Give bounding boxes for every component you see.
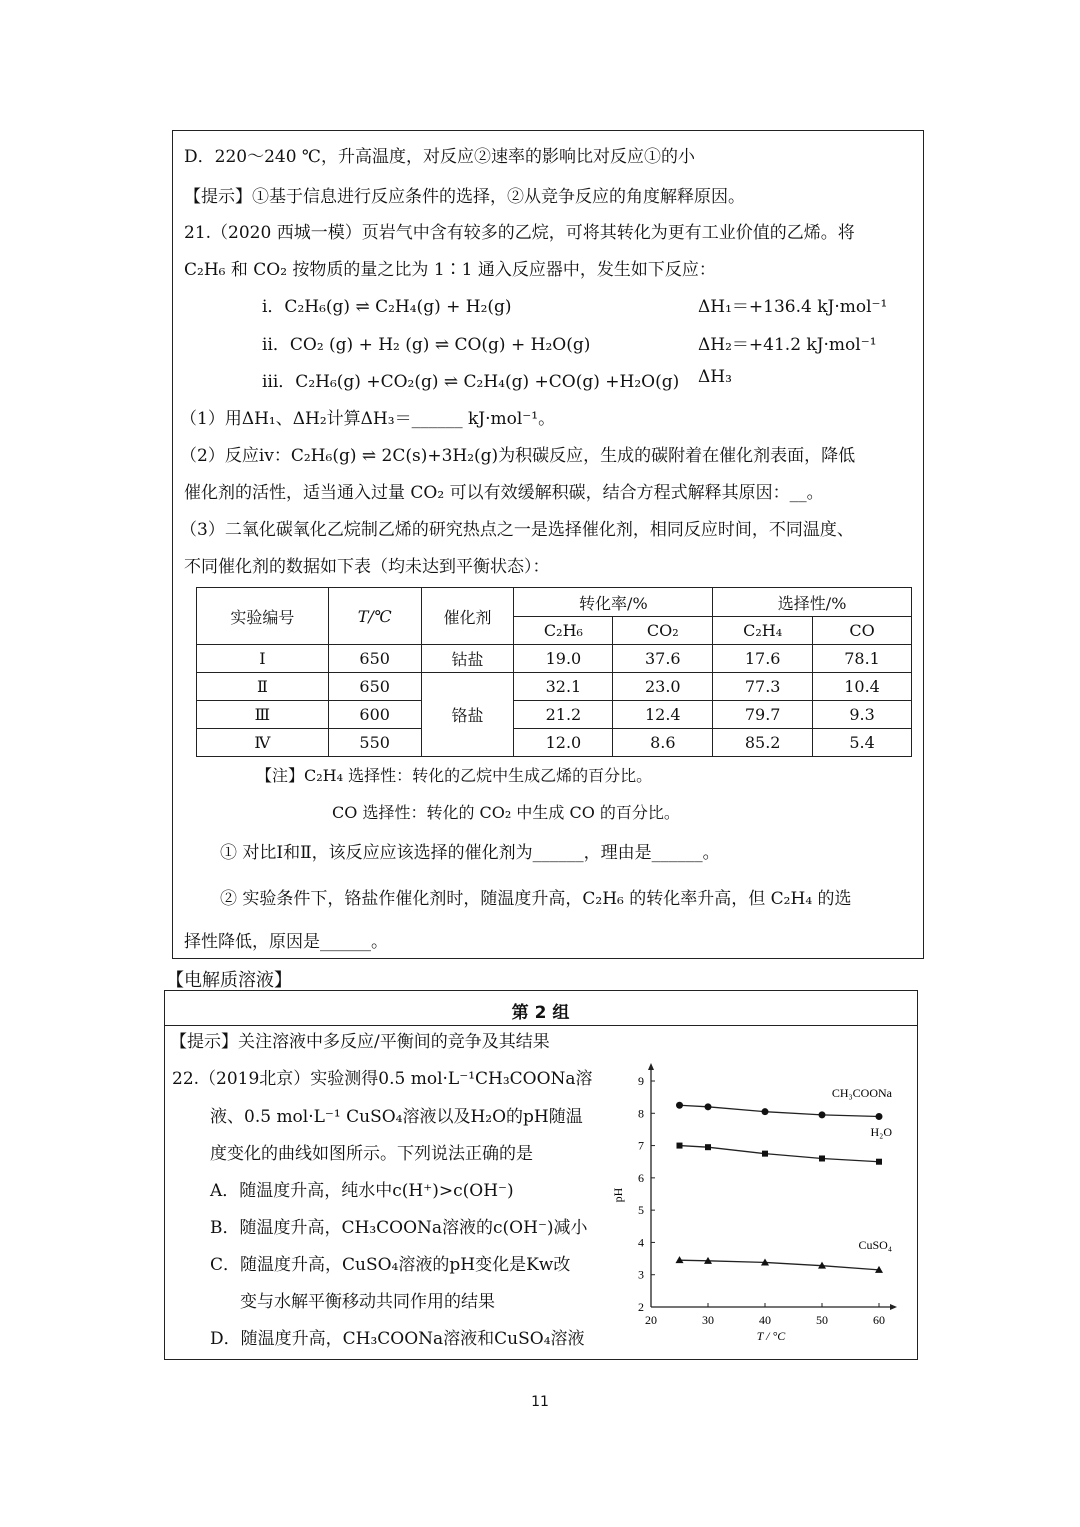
x-tick-label: 20 <box>645 1313 657 1327</box>
series-label: CH₃COONa <box>831 1086 892 1101</box>
reaction-2: ⅱ．CO₂ (g) + H₂ (g) ⇌ CO(g) + H₂O(g) <box>262 335 591 355</box>
option-c-cont: 变与水解平衡移动共同作用的结果 <box>240 1292 495 1312</box>
x-tick-label: 60 <box>873 1313 885 1327</box>
x-tick-label: 30 <box>702 1313 714 1327</box>
series-label: CuSO₄ <box>858 1237 892 1252</box>
part-2-cont: 催化剂的活性，适当通入过量 CO₂ 可以有效缓解积碳，结合方程式解释其原因：__。 <box>184 483 824 503</box>
question-21-text-2: C₂H₆ 和 CO₂ 按物质的量之比为 1∶1 通入反应器中，发生如下反应： <box>184 260 716 280</box>
y-tick-label: 8 <box>638 1106 644 1121</box>
cell: 78.1 <box>813 645 912 673</box>
y-tick-label: 6 <box>638 1170 644 1185</box>
option-b: B．随温度升高，CH₃COONa溶液的c(OH⁻)减小 <box>210 1218 588 1238</box>
y-tick-label: 5 <box>638 1203 644 1218</box>
y-tick-label: 3 <box>638 1267 644 1282</box>
cell: 550 <box>328 729 421 757</box>
data-table <box>196 587 912 757</box>
y-tick-label: 9 <box>638 1074 644 1088</box>
cell: 17.6 <box>713 645 813 673</box>
y-tick-label: 2 <box>638 1300 644 1314</box>
reaction-1: ⅰ．C₂H₆(g) ⇌ C₂H₄(g) + H₂(g) <box>262 297 512 317</box>
data-point <box>819 1155 825 1161</box>
question-21-text: 21.（2020 西城一模）页岩气中含有较多的乙烷，可将其转化为更有工业价值的乙烯。将 <box>184 223 855 243</box>
cell: Ⅲ <box>197 701 329 729</box>
cell: 5.4 <box>813 729 912 757</box>
x-tick-label: 40 <box>759 1313 771 1327</box>
data-point <box>876 1159 882 1165</box>
cell: 9.3 <box>813 701 912 729</box>
cell: 85.2 <box>713 729 813 757</box>
cell: 12.0 <box>514 729 613 757</box>
header-temp: T/℃ <box>328 588 421 645</box>
y-tick-label: 7 <box>638 1138 644 1153</box>
cell: 600 <box>328 701 421 729</box>
data-point <box>819 1111 826 1118</box>
page-number: 11 <box>531 1394 549 1410</box>
hint-2: 【提示】关注溶液中多反应/平衡间的竞争及其结果 <box>170 1032 550 1052</box>
subheader: C₂H₄ <box>713 617 813 645</box>
subquestion-2-cont: 择性降低，原因是______。 <box>184 932 388 952</box>
cell: 23.0 <box>613 673 713 701</box>
cell: 650 <box>328 645 421 673</box>
data-point <box>705 1103 712 1110</box>
table-row <box>197 673 912 701</box>
data-point <box>762 1108 769 1115</box>
cell: 37.6 <box>613 645 713 673</box>
cell: 8.6 <box>613 729 713 757</box>
x-axis-arrow <box>890 1304 897 1310</box>
x-tick-label: 50 <box>816 1313 828 1327</box>
data-point <box>677 1143 683 1149</box>
data-point <box>876 1113 883 1120</box>
data-point <box>762 1151 768 1157</box>
reaction-3-dh: ΔH₃ <box>698 367 732 387</box>
y-tick-label: 4 <box>638 1235 644 1250</box>
series-label: H₂O <box>870 1124 892 1139</box>
option-c: C．随温度升高，CuSO₄溶液的pH变化是Kw改 <box>210 1255 571 1275</box>
y-axis-arrow <box>648 1063 654 1070</box>
reaction-3: ⅲ．C₂H₆(g) +CO₂(g) ⇌ C₂H₄(g) +CO(g) +H₂O(g) <box>262 372 680 392</box>
cell: Ⅱ <box>197 673 329 701</box>
header-selectivity: 选择性/% <box>713 588 912 617</box>
cell: 10.4 <box>813 673 912 701</box>
cell: Ⅳ <box>197 729 329 757</box>
cell-catalyst: 铬盐 <box>421 673 514 757</box>
x-axis-label: T / °C <box>756 1329 786 1343</box>
header-catalyst: 催化剂 <box>421 588 514 645</box>
option-a: A．随温度升高，纯水中c(H⁺)>c(OH⁻) <box>210 1181 514 1201</box>
cell: 32.1 <box>514 673 613 701</box>
subheader: CO <box>813 617 912 645</box>
note-2: CO 选择性：转化的 CO₂ 中生成 CO 的百分比。 <box>332 803 680 822</box>
part-3-cont: 不同催化剂的数据如下表（均未达到平衡状态）： <box>184 557 550 577</box>
section-title: 【电解质溶液】 <box>166 970 292 991</box>
cell: 19.0 <box>514 645 613 673</box>
question-22-cont: 液、0.5 mol·L⁻¹ CuSO₄溶液以及H₂O的pH随温 <box>210 1107 583 1127</box>
reaction-2-dh: ΔH₂＝+41.2 kJ·mol⁻¹ <box>698 335 877 355</box>
part-1: （1）用ΔH₁、ΔH₂计算ΔH₃＝______ kJ·mol⁻¹。 <box>180 409 556 429</box>
hint: 【提示】①基于信息进行反应条件的选择，②从竞争反应的角度解释原因。 <box>184 187 745 207</box>
cell: Ⅰ <box>197 645 329 673</box>
option-d: D．220～240 ℃，升高温度，对反应②速率的影响比对反应①的小 <box>184 147 695 167</box>
data-point <box>676 1102 683 1109</box>
question-22-cont: 度变化的曲线如图所示。下列说法正确的是 <box>210 1144 533 1164</box>
y-axis-label: pH <box>611 1187 625 1203</box>
ph-temperature-chart <box>600 1060 900 1350</box>
table-row <box>197 701 912 729</box>
part-3: （3）二氧化碳氧化乙烷制乙烯的研究热点之一是选择催化剂，相同反应时间，不同温度、 <box>180 520 854 540</box>
reaction-1-dh: ΔH₁＝+136.4 kJ·mol⁻¹ <box>698 297 888 317</box>
cell: 650 <box>328 673 421 701</box>
header-conversion: 转化率/% <box>514 588 713 617</box>
table-row <box>197 645 912 673</box>
subquestion-2: ② 实验条件下，铬盐作催化剂时，随温度升高，C₂H₆ 的转化率升高，但 C₂H₄ 的选 <box>220 889 852 909</box>
cell: 77.3 <box>713 673 813 701</box>
cell: 21.2 <box>514 701 613 729</box>
note-1: 【注】C₂H₄ 选择性：转化的乙烷中生成乙烯的百分比。 <box>256 766 653 785</box>
cell: 79.7 <box>713 701 813 729</box>
part-2: （2）反应ⅳ：C₂H₆(g) ⇌ 2C(s)+3H₂(g)为积碳反应，生成的碳附着在催化剂表面，降低 <box>180 446 856 466</box>
cell-catalyst: 钴盐 <box>421 645 514 673</box>
group-title: 第 2 组 <box>511 1003 570 1023</box>
cell: 12.4 <box>613 701 713 729</box>
option-d-22: D．随温度升高，CH₃COONa溶液和CuSO₄溶液 <box>210 1329 585 1349</box>
table-row <box>197 729 912 757</box>
header-exp: 实验编号 <box>197 588 329 645</box>
question-22: 22.（2019北京）实验测得0.5 mol·L⁻¹CH₃COONa溶 <box>172 1069 593 1089</box>
data-point <box>705 1144 711 1150</box>
subquestion-1: ① 对比Ⅰ和Ⅱ，该反应应该选择的催化剂为______，理由是______。 <box>220 843 720 863</box>
subheader: CO₂ <box>613 617 713 645</box>
subheader: C₂H₆ <box>514 617 613 645</box>
